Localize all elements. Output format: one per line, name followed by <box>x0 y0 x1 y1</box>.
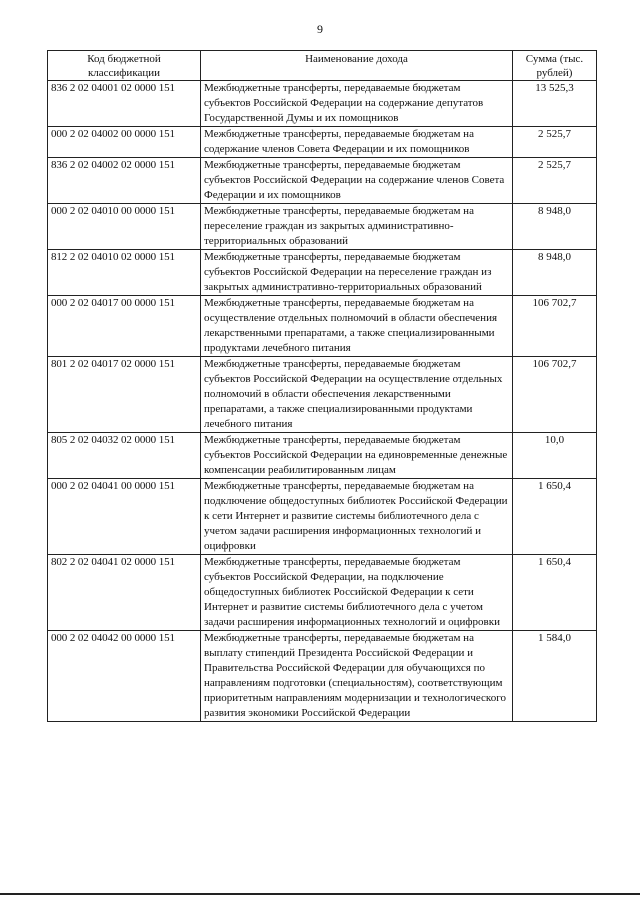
row-code: 805 2 02 04032 02 0000 151 <box>48 433 201 479</box>
page-number: 9 <box>317 22 323 36</box>
row-sum: 10,0 <box>513 433 597 479</box>
header-code: Код бюджетной классификации <box>48 51 201 81</box>
row-sum: 8 948,0 <box>513 204 597 250</box>
table-row <box>48 81 597 127</box>
row-code: 000 2 02 04010 00 0000 151 <box>48 204 201 250</box>
table-row <box>48 158 597 204</box>
row-sum: 8 948,0 <box>513 250 597 296</box>
row-name: Межбюджетные трансферты, передаваемые бюджетам на осуществление отдельных полномочий в области обеспечения лекарственными препаратами, а также специализированными продуктами лечебного питания <box>201 296 513 357</box>
row-sum: 106 702,7 <box>513 296 597 357</box>
row-code: 000 2 02 04002 00 0000 151 <box>48 127 201 158</box>
row-name: Межбюджетные трансферты, передаваемые бюджетам субъектов Российской Федерации на содержание членов Совета Федерации и их помощников <box>201 158 513 204</box>
row-sum: 2 525,7 <box>513 127 597 158</box>
row-code: 000 2 02 04042 00 0000 151 <box>48 631 201 722</box>
row-name: Межбюджетные трансферты, передаваемые бюджетам на подключение общедоступных библиотек Российской Федерации к сети Интернет и развитие системы библиотечного дела с учетом задачи расширения информационных технологий и оцифровки <box>201 479 513 555</box>
header-sum: Сумма (тыс. рублей) <box>513 51 597 81</box>
revenue-table <box>47 50 597 722</box>
table-row <box>48 250 597 296</box>
row-code: 836 2 02 04002 02 0000 151 <box>48 158 201 204</box>
row-code: 000 2 02 04017 00 0000 151 <box>48 296 201 357</box>
table-row <box>48 631 597 722</box>
header-name: Наименование дохода <box>201 51 513 81</box>
row-sum: 1 650,4 <box>513 555 597 631</box>
row-sum: 13 525,3 <box>513 81 597 127</box>
row-sum: 1 650,4 <box>513 479 597 555</box>
row-code: 802 2 02 04041 02 0000 151 <box>48 555 201 631</box>
row-sum: 1 584,0 <box>513 631 597 722</box>
row-name: Межбюджетные трансферты, передаваемые бюджетам субъектов Российской Федерации на осуществление отдельных полномочий в области обеспечения лекарственными препаратами, а также специализированными продуктами лечебного питания <box>201 357 513 433</box>
row-name: Межбюджетные трансферты, передаваемые бюджетам субъектов Российской Федерации, на подключение общедоступных библиотек Российской Федерации к сети Интернет и развитие системы библиотечного дела с учетом задачи расширения информационных технологий и оцифровки <box>201 555 513 631</box>
row-name: Межбюджетные трансферты, передаваемые бюджетам на переселение граждан из закрытых административно-территориальных образований <box>201 204 513 250</box>
page-bottom-rule <box>0 893 640 895</box>
row-code: 000 2 02 04041 00 0000 151 <box>48 479 201 555</box>
row-code: 812 2 02 04010 02 0000 151 <box>48 250 201 296</box>
row-name: Межбюджетные трансферты, передаваемые бюджетам субъектов Российской Федерации на содержание депутатов Государственной Думы и их помощников <box>201 81 513 127</box>
table-row <box>48 204 597 250</box>
row-code: 801 2 02 04017 02 0000 151 <box>48 357 201 433</box>
row-name: Межбюджетные трансферты, передаваемые бюджетам на содержание членов Совета Федерации и их помощников <box>201 127 513 158</box>
table-row <box>48 357 597 433</box>
row-name: Межбюджетные трансферты, передаваемые бюджетам на выплату стипендий Президента Российской Федерации и Правительства Российской Федерации для обучающихся по направлениям подготовки (специальностям), соответствующим приоритетным направлениям модернизации и технологического развития экономики Российской Федерации <box>201 631 513 722</box>
table-header-row <box>48 51 597 81</box>
row-name: Межбюджетные трансферты, передаваемые бюджетам субъектов Российской Федерации на единовременные денежные компенсации реабилитированным лицам <box>201 433 513 479</box>
table-row <box>48 555 597 631</box>
table-row <box>48 479 597 555</box>
row-sum: 2 525,7 <box>513 158 597 204</box>
table-row <box>48 296 597 357</box>
row-name: Межбюджетные трансферты, передаваемые бюджетам субъектов Российской Федерации на переселение граждан из закрытых административно-территориальных образований <box>201 250 513 296</box>
table-row <box>48 433 597 479</box>
row-code: 836 2 02 04001 02 0000 151 <box>48 81 201 127</box>
table-row <box>48 127 597 158</box>
row-sum: 106 702,7 <box>513 357 597 433</box>
